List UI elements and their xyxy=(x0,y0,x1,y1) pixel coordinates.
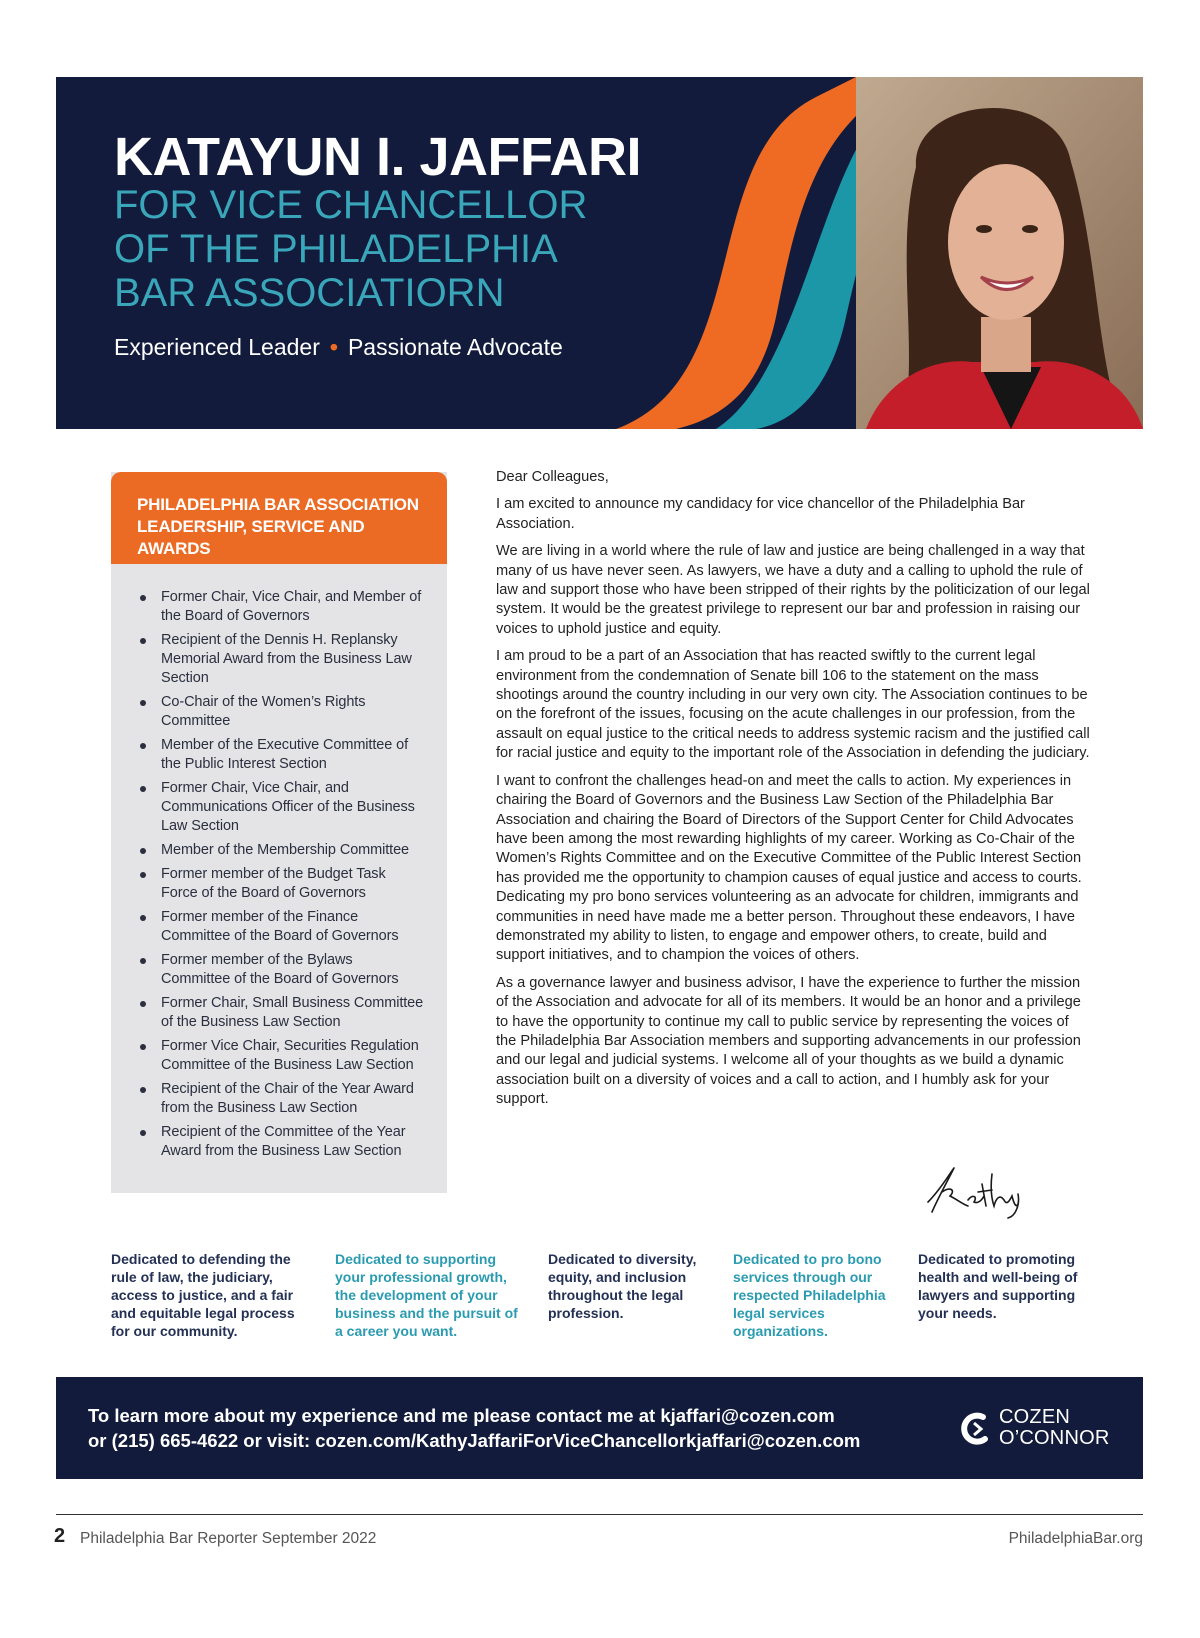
leadership-list xyxy=(111,564,447,1161)
footer-divider xyxy=(56,1514,1143,1515)
letter-body xyxy=(496,468,1092,1118)
candidate-portrait xyxy=(796,77,1143,429)
contact-line: To learn more about my experience and me please contact me at kjaffari@cozen.com xyxy=(88,1405,835,1426)
list-item: Co-Chair of the Women’s Rights Committee xyxy=(137,693,425,731)
header-banner xyxy=(56,77,1143,429)
leadership-box xyxy=(111,472,447,1193)
cozen-oconnor-logo xyxy=(959,1407,1119,1451)
pillar-statement: Dedicated to defending the rule of law, the judiciary, access to justice, and a fair and equitable legal process for our community. xyxy=(111,1251,295,1339)
list-item: Former member of the Finance Committee of the Board of Governors xyxy=(137,908,425,946)
letter-paragraph: We are living in a world where the rule of law and justice are being challenged in a way that many of us have never seen. As lawyers, we have a duty and a calling to uphold the rule of law and support those who have been stripped of their rights by the politicization of our legal system. It would be the greatest privilege to represent our bar and profession in raising our voices to uphold justice and equity. xyxy=(496,543,1090,637)
tagline-right: Passionate Advocate xyxy=(347,334,563,360)
contact-line: or (215) 665-4622 or visit: cozen.com/KathyJaffariForViceChancellorkjaffari@cozen.com xyxy=(88,1430,861,1451)
letter-paragraph: As a governance lawyer and business advisor, I have the experience to further the mission of the Association and advocate for all of its members. It would be an honor and a privilege to have the opportunity to continue my call to public service by representing the voices of the Philadelphia Bar Association members and supporting advancements in our profession and our legal and judicial systems. I welcome all of your thoughts as we build a dynamic association built on a diversity of voices and a call to action, and I humbly ask for your support. xyxy=(496,974,1081,1108)
logo-line: COZEN xyxy=(999,1406,1070,1428)
contact-text xyxy=(88,1403,860,1453)
list-item: Recipient of the Chair of the Year Award from the Business Law Section xyxy=(137,1080,425,1118)
page-number: 2 xyxy=(54,1525,66,1547)
contact-bar xyxy=(56,1377,1143,1479)
list-item: Former Chair, Vice Chair, and Member of the Board of Governors xyxy=(137,588,425,626)
pillar-statement: Dedicated to promoting health and well-being of lawyers and supporting your needs. xyxy=(918,1251,1078,1321)
tagline xyxy=(114,333,563,361)
leadership-box-header xyxy=(111,472,447,564)
pillar-statement: Dedicated to supporting your professional growth, the development of your business and the pursuit of a career you want. xyxy=(335,1251,518,1339)
office-title-line: BAR ASSOCIATIORN xyxy=(114,271,505,315)
footer-site: PhiladelphiaBar.org xyxy=(1008,1530,1143,1547)
pillar-statement: Dedicated to pro bono services through our respected Philadelphia legal services organizations. xyxy=(733,1251,886,1339)
list-item: Former member of the Budget Task Force of the Board of Governors xyxy=(137,865,425,903)
letter-paragraph: I am proud to be a part of an Association that has reacted swiftly to the current legal environment from the condemnation of Senate bill 106 to the statement on the mass shootings around the country including in our very own city. The Association continues to be on the forefront of the issues, focusing on the acute challenges in our profession, from the assault on equal justice to the critical needs to address systemic racism and the justified call for racial justice and equity to the important role of the Association in defending the judiciary. xyxy=(496,648,1090,762)
list-item: Member of the Executive Committee of the Public Interest Section xyxy=(137,736,425,774)
list-item: Member of the Membership Committee xyxy=(137,841,425,860)
letter-salutation: Dear Colleagues, xyxy=(496,469,609,485)
list-item: Former Chair, Small Business Committee of the Business Law Section xyxy=(137,994,425,1032)
list-item: Recipient of the Dennis H. Replansky Memorial Award from the Business Law Section xyxy=(137,631,425,688)
publication-title: Philadelphia Bar Reporter September 2022 xyxy=(80,1530,377,1547)
pillar-statement: Dedicated to diversity, equity, and inclusion throughout the legal profession. xyxy=(548,1251,697,1321)
cozen-logo-icon xyxy=(959,1411,995,1447)
office-title-line: FOR VICE CHANCELLOR xyxy=(114,183,588,227)
leadership-box-title: LEADERSHIP, SERVICE AND AWARDS xyxy=(137,517,365,558)
list-item: Former Vice Chair, Securities Regulation Committee of the Business Law Section xyxy=(137,1037,425,1075)
list-item: Former Chair, Vice Chair, and Communications Officer of the Business Law Section xyxy=(137,779,425,836)
logo-wordmark xyxy=(999,1407,1110,1449)
office-title-line: OF THE PHILADELPHIA xyxy=(114,227,558,271)
letter-paragraph: I am excited to announce my candidacy for vice chancellor of the Philadelphia Bar Association. xyxy=(496,496,1025,532)
letter-paragraph: I want to confront the challenges head-on and meet the calls to action. My experiences in chairing the Board of Governors and the Business Law Section of the Philadelphia Bar Association and chairing the Board of Directors of the Support Center for Child Advocates have been among the most rewarding highlights of my career. Working as Co-Chair of the Women’s Rights Committee and on the Executive Committee of the Public Interest Section has provided me the opportunity to champion causes of equal justice and access to courts. Dedicating my pro bono services volunteering as an advocate for children, immigrants and communities in need have made me a better person. Throughout these endeavors, I have demonstrated my ability to listen, to engage and empower others, to create, build and support initiatives, and to champion the voices of others. xyxy=(496,772,1082,964)
list-item: Recipient of the Committee of the Year Award from the Business Law Section xyxy=(137,1123,425,1161)
tagline-separator: • xyxy=(329,334,338,360)
logo-line: O’CONNOR xyxy=(999,1427,1110,1449)
list-item: Former member of the Bylaws Committee of the Board of Governors xyxy=(137,951,425,989)
candidate-name: KATAYUN I. JAFFARI xyxy=(114,127,642,187)
tagline-left: Experienced Leader xyxy=(114,334,320,360)
leadership-box-title: PHILADELPHIA BAR ASSOCIATION xyxy=(137,495,419,514)
handwritten-signature xyxy=(920,1160,1030,1220)
